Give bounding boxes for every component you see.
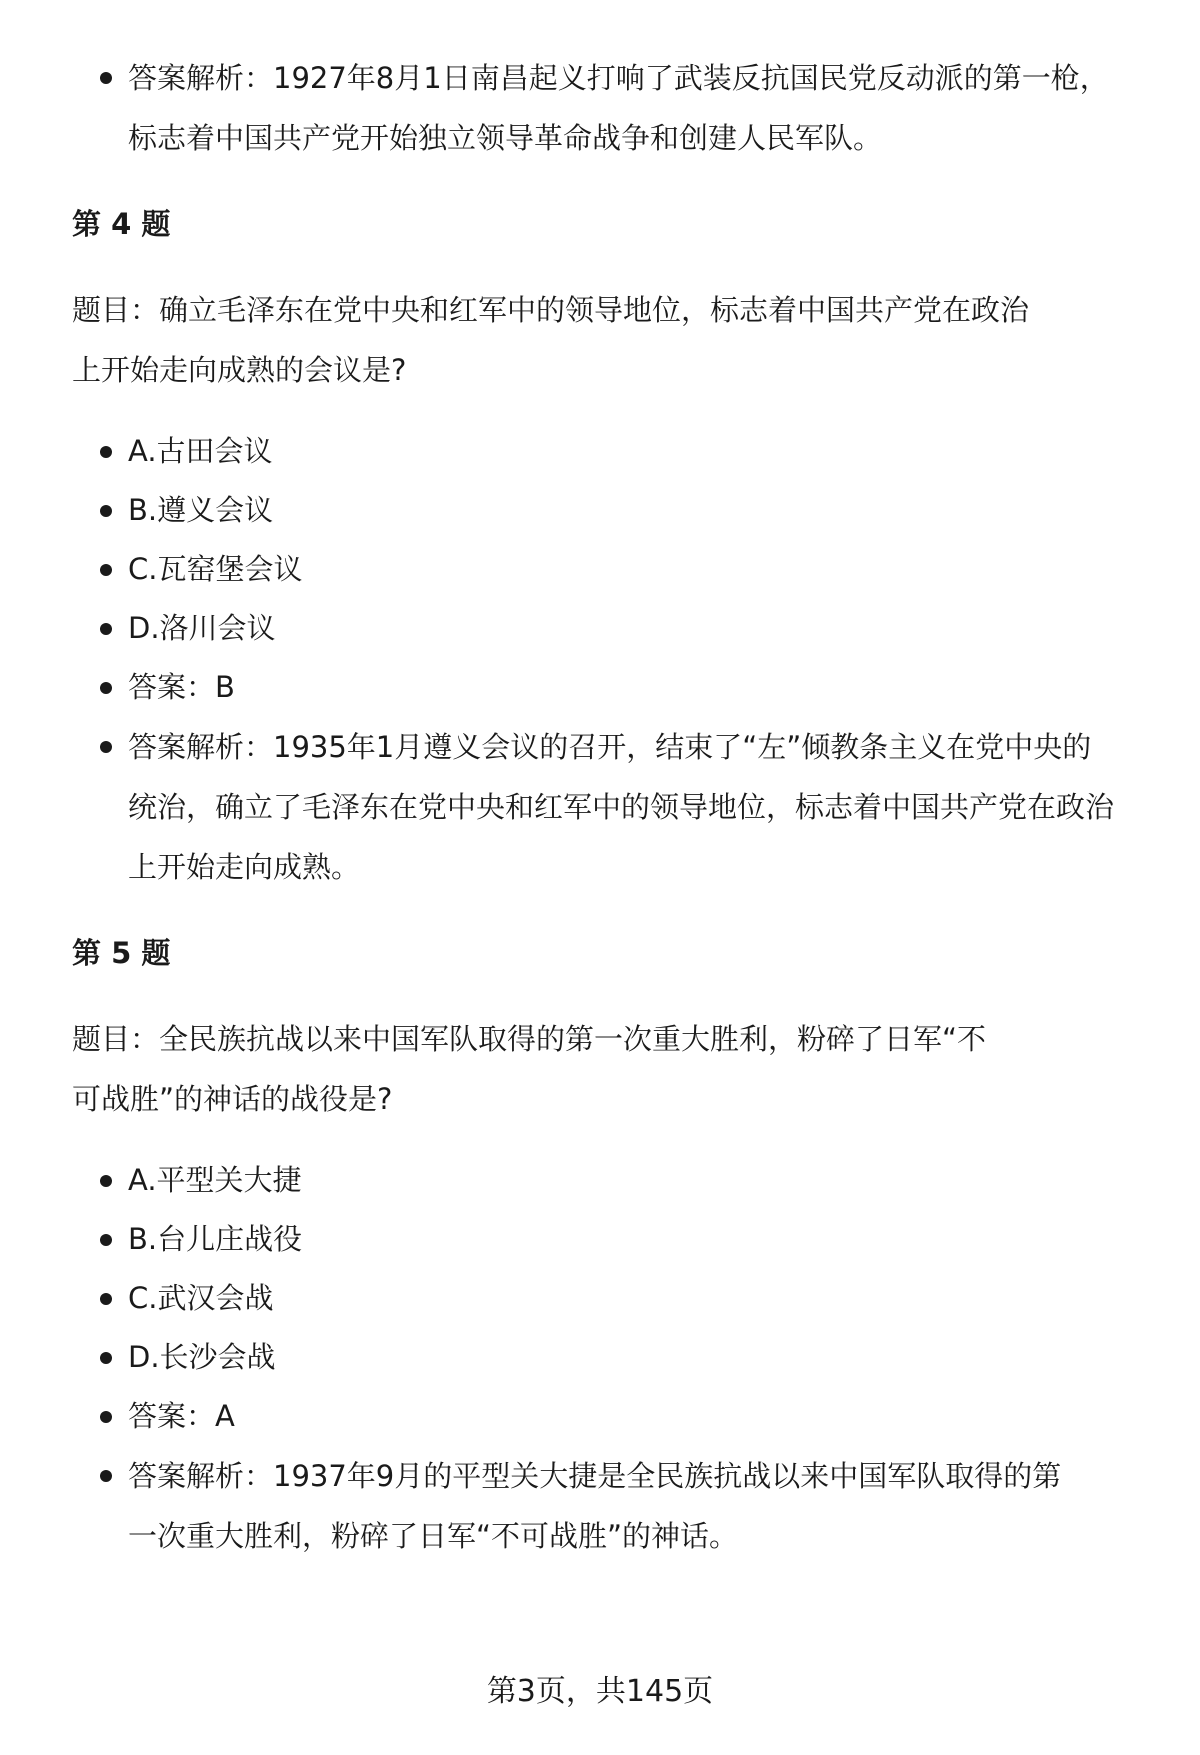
question-5 <box>72 933 1152 1566</box>
option-b: B.遵义会议 <box>72 481 1152 540</box>
bullet-dot-icon <box>100 1411 112 1423</box>
answer-explanation: 答案解析：1937年9月的平型关大捷是全民族抗战以来中国军队取得的第一次重大胜利，粉碎了日军“不可战胜”的神话。 <box>72 1446 1088 1566</box>
option-c: C.瓦窑堡会议 <box>72 540 1152 599</box>
q3-list <box>72 48 1152 168</box>
bullet-dot-icon <box>100 564 112 576</box>
option-a: A.平型关大捷 <box>72 1151 1152 1210</box>
option-d: D.长沙会战 <box>72 1328 1152 1387</box>
page-number: 第3页，共145页 <box>486 1674 714 1709</box>
answer-explanation: 答案解析：1935年1月遵义会议的召开，结束了“左”倾教条主义在党中央的统治，确立了毛泽东在党中央和红军中的领导地位，标志着中国共产党在政治上开始走向成熟。 <box>72 717 1118 897</box>
options-list <box>72 422 1152 897</box>
bullet-dot-icon <box>100 446 112 458</box>
option-a: A.古田会议 <box>72 422 1152 481</box>
bullet-dot-icon <box>100 1470 112 1482</box>
question-stem: 题目：确立毛泽东在党中央和红军中的领导地位，标志着中国共产党在政治上开始走向成熟的会议是? <box>72 293 1030 387</box>
bullet-dot-icon <box>100 505 112 517</box>
bullet-dot-icon <box>100 72 112 84</box>
question-4 <box>72 204 1152 897</box>
question-heading: 第 4 题 <box>72 207 171 241</box>
option-d: D.洛川会议 <box>72 599 1152 658</box>
bullet-dot-icon <box>100 1352 112 1364</box>
question-stem: 题目：全民族抗战以来中国军队取得的第一次重大胜利，粉碎了日军“不可战胜”的神话的战役是? <box>72 1022 987 1116</box>
bullet-dot-icon <box>100 741 112 753</box>
option-c: C.武汉会战 <box>72 1269 1152 1328</box>
bullet-dot-icon <box>100 1175 112 1187</box>
bullet-dot-icon <box>100 682 112 694</box>
options-list <box>72 1151 1152 1566</box>
bullet-dot-icon <box>100 1293 112 1305</box>
page-content <box>72 58 1152 1566</box>
answer: 答案：A <box>72 1387 1152 1446</box>
bullet-dot-icon <box>100 1234 112 1246</box>
q3-explanation: 答案解析：1927年8月1日南昌起义打响了武装反抗国民党反动派的第一枪，标志着中国共产党开始独立领导革命战争和创建人民军队。 <box>72 48 1118 168</box>
option-b: B.台儿庄战役 <box>72 1210 1152 1269</box>
question-heading: 第 5 题 <box>72 936 171 970</box>
bullet-dot-icon <box>100 623 112 635</box>
answer: 答案：B <box>72 658 1152 717</box>
